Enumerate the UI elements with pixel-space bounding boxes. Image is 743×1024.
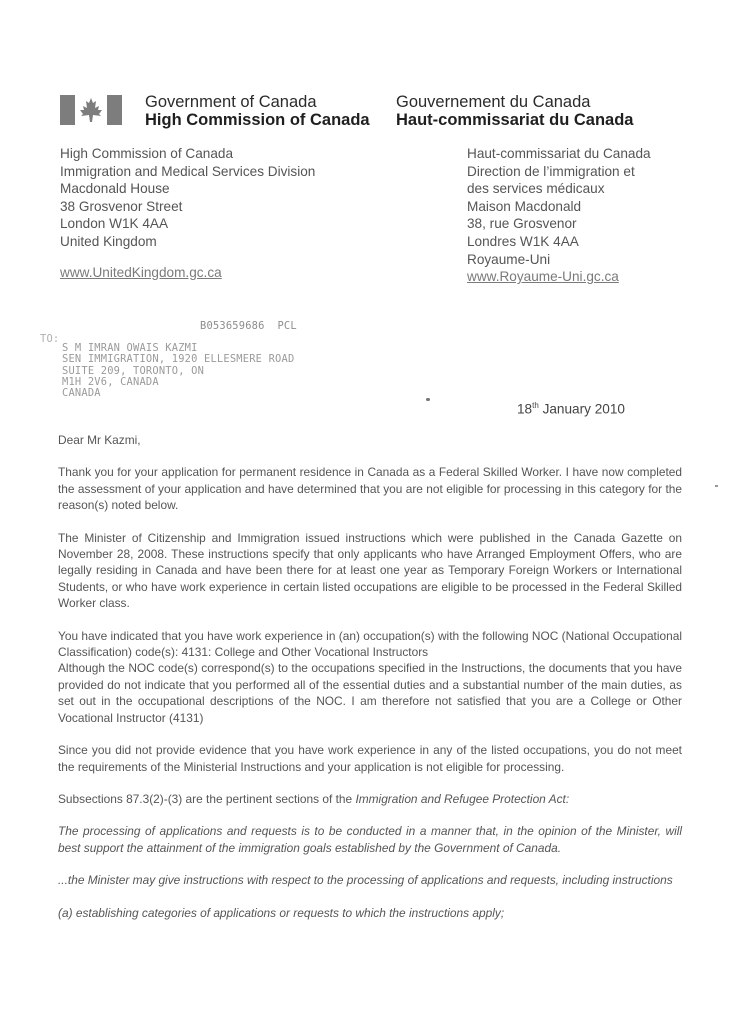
paragraph-noc-assessment [58,628,682,726]
address-line: Haut-commissariat du Canada [467,146,651,161]
paragraph-minister-instructions: The Minister of Citizenship and Immigration issued instructions which were published in the Canada Gazette on November 28, 2008. These instructions specify that only applicants who have Arranged Employment Offers, who are legally residing in Canada and have been there for at least one year as Temporary Foreign Workers or International Students, or who have work experience in certain listed occupations are eligible to be processed in the Federal Skilled Worker class. [58,530,682,611]
ink-mark [426,398,430,401]
quote-instructions: ...the Minister may give instructions with respect to the processing of applications and requests, including instructions [58,873,673,888]
subsections-text: Subsections 87.3(2)-(3) are the pertinent sections of the [58,791,356,806]
address-english [60,145,315,281]
government-name-french [396,93,633,130]
address-line: High Commission of Canada [60,146,234,161]
noc-code-statement: You have indicated that you have work experience in (an) occupation(s) with the following NOC (National Occupational Classification) code(s): 4131: College and Other Vocational Instructors [58,628,682,660]
address-line: Direction de l’immigration et [467,163,635,179]
address-line: United Kingdom [60,233,157,249]
recipient-address [62,343,294,399]
scan-speck [715,485,718,487]
address-line: London W1K 4AA [60,216,169,232]
address-line: des services médicaux [467,181,605,197]
file-reference: B053659686 PCL [200,320,297,332]
recipient-line: CANADA [62,387,101,400]
letter-body [58,432,682,921]
to-label: TO: [40,333,60,345]
government-of-canada: Government of Canada [145,93,317,111]
address-line: 38 Grosvenor Street [60,198,183,214]
website-link-french[interactable]: www.Royaume-Uni.gc.ca [467,269,619,285]
address-line: Londres W1K 4AA [467,233,579,249]
letter-date [517,401,625,417]
government-name-english [145,93,370,130]
quote-processing: The processing of applications and requests is to be conducted in a manner that, in the opinion of the Minister, will best support the attainment of the immigration goals established by the Government of Canada. [58,824,682,855]
act-title: Immigration and Refugee Protection Act: [355,791,570,806]
website-link-english[interactable]: www.UnitedKingdom.gc.ca [60,264,222,280]
address-line: Maison Macdonald [467,198,582,214]
address-line: 38, rue Grosvenor [467,216,577,232]
haut-commissariat-du-canada: Haut-commissariat du Canada [396,111,634,129]
recipient-line: SEN IMMIGRATION, 1920 ELLESMERE ROAD [62,353,295,366]
canada-flag-icon [60,95,122,125]
date-month-year: January 2010 [538,401,625,417]
date-day: 18 [517,401,533,417]
noc-duties-statement: Although the NOC code(s) correspond(s) to the occupations specified in the Instructions, the documents that you have provided do not indicate that you performed all of the essential duties and a substantial number of the main duties, as set out in the occupational descriptions of the NOC. I am therefore not satisfied that you are a College or Other Vocational Instructor (4131) [58,661,682,725]
address-line: Macdonald House [60,181,170,197]
recipient-line: M1H 2V6, CANADA [62,375,159,388]
paragraph-not-eligible: Since you did not provide evidence that you have work experience in any of the listed occupations, you do not meet the requirements of the Ministerial Instructions and your application is not eligible for processing. [58,743,682,774]
salutation: Dear Mr Kazmi, [58,433,141,447]
recipient-line: S M IMRAN OWAIS KAZMI [62,342,198,354]
high-commission-of-canada: High Commission of Canada [145,111,370,129]
paragraph-application: Thank you for your application for permanent residence in Canada as a Federal Skilled Worker. I have now completed the assessment of your application and have determined that you are not eligible for processing in this category for the reason(s) noted below. [58,465,682,513]
paragraph-subsections [58,791,682,807]
address-line: Royaume-Uni [467,251,551,267]
recipient-line: SUITE 209, TORONTO, ON [62,364,205,377]
quote-categories: (a) establishing categories of applications or requests to which the instructions apply; [58,905,505,920]
address-line: Immigration and Medical Services Division [60,163,316,179]
gouvernement-du-canada: Gouvernement du Canada [396,93,591,111]
date-suffix: th [532,401,539,410]
address-french [467,145,651,286]
